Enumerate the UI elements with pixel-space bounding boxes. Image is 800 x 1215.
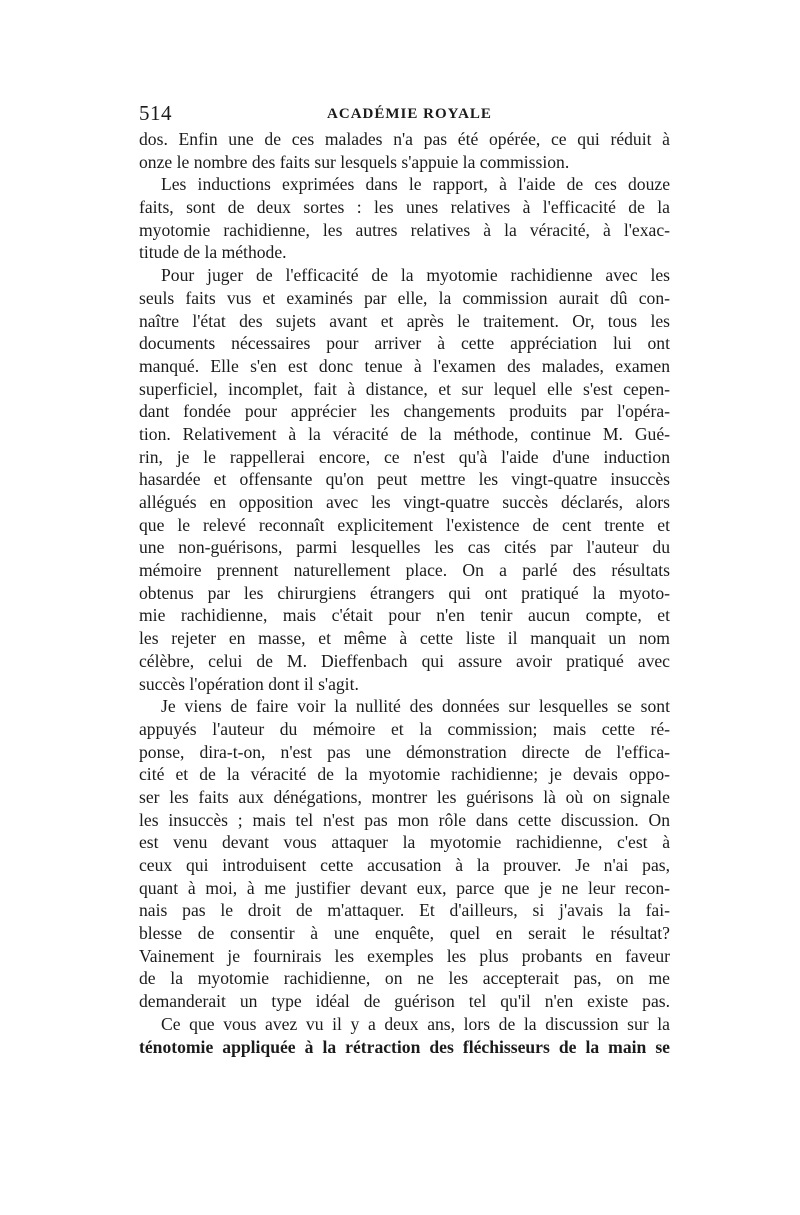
- text-line: onze le nombre des faits sur lesquels s'appuie la commission.: [139, 151, 570, 172]
- text-line: demanderait un type idéal de guérison tel qu'il n'en existe pas.: [139, 991, 670, 1012]
- text-line: superficiel, incomplet, fait à distance, et sur lequel elle s'est cepen-: [139, 378, 670, 399]
- text-line: ceux qui introduisent cette accusation à la prouver. Je n'ai pas,: [139, 855, 670, 875]
- text-line: Vainement je fournirais les exemples les plus probants en faveur: [139, 945, 670, 966]
- text-line: célèbre, celui de M. Dieffenbach qui assure avoir pratiqué avec: [139, 650, 670, 671]
- text-line: allégués en opposition avec les vingt-quatre succès déclarés, alors: [139, 492, 670, 512]
- page-header: [139, 100, 670, 126]
- text-line: myotomie rachidienne, les autres relatives à la véracité, à l'exac-: [139, 219, 670, 240]
- running-head: ACADÉMIE ROYALE: [327, 106, 492, 122]
- text-line: les insuccès ; mais tel n'est pas mon rôle dans cette discussion. On: [139, 809, 670, 830]
- text-line: faits, sont de deux sortes : les unes relatives à l'efficacité de la: [139, 197, 670, 218]
- text-line: titude de la méthode.: [139, 242, 287, 263]
- text-line: documents nécessaires pour arriver à cette appréciation lui ont: [139, 333, 670, 354]
- text-line: une non-guérisons, parmi lesquelles les cas cités par l'auteur du: [139, 537, 670, 558]
- text-line: les rejeter en masse, et même à cette liste il manquait un nom: [139, 628, 670, 649]
- text-line: rin, je le rappellerai encore, ce n'est qu'à l'aide d'une induction: [139, 446, 670, 467]
- text-line: dos. Enfin une de ces malades n'a pas été opérée, ce qui réduit à: [139, 129, 670, 149]
- page-number: 514: [139, 101, 172, 125]
- text-line: que le relevé reconnaît explicitement l'existence de cent trente et: [139, 514, 670, 535]
- body-text: [139, 128, 670, 1058]
- text-line: dant fondée pour apprécier les changements produits par l'opéra-: [139, 401, 670, 422]
- text-line: appuyés l'auteur du mémoire et la commission; mais cette ré-: [139, 718, 670, 739]
- text-line: manqué. Elle s'en est donc tenue à l'examen des malades, examen: [139, 355, 670, 376]
- text-line: hasardée et offensante qu'on peut mettre les vingt-quatre insuccès: [139, 469, 670, 490]
- text-line: ser les faits aux dénégations, montrer les guérisons là où on signale: [139, 786, 670, 807]
- text-line: mémoire prennent naturellement place. On a parlé des résultats: [139, 560, 670, 581]
- text-line: quant à moi, à me justifier devant eux, parce que je ne leur recon-: [139, 877, 670, 898]
- text-line: succès l'opération dont il s'agit.: [139, 673, 359, 694]
- text-line: Pour juger de l'efficacité de la myotomie rachidienne avec les: [161, 265, 670, 286]
- text-line: de la myotomie rachidienne, on ne les accepterait pas, on me: [139, 968, 670, 989]
- text-line: Les inductions exprimées dans le rapport, à l'aide de ces douze: [161, 174, 670, 195]
- text-line: tion. Relativement à la véracité de la méthode, continue M. Gué-: [139, 423, 670, 444]
- text-line: obtenus par les chirurgiens étrangers qui ont pratiqué la myoto-: [139, 582, 670, 603]
- text-line: cité et de la véracité de la myotomie rachidienne; je devais oppo-: [139, 764, 670, 785]
- text-line: nais pas le droit de m'attaquer. Et d'ailleurs, si j'avais la fai-: [139, 900, 670, 921]
- text-line: ténotomie appliquée à la rétraction des fléchisseurs de la main se: [139, 1036, 670, 1057]
- text-line: ponse, dira-t-on, n'est pas une démonstration directe de l'effica-: [139, 741, 670, 762]
- text-line: mie rachidienne, mais c'était pour n'en tenir aucun compte, et: [139, 605, 670, 626]
- text-line: seuls faits vus et examinés par elle, la commission aurait dû con-: [139, 287, 670, 308]
- text-line: Je viens de faire voir la nullité des données sur lesquelles se sont: [161, 696, 670, 717]
- text-line: blesse de consentir à une enquête, quel en serait le résultat?: [139, 923, 670, 944]
- text-line: naître l'état des sujets avant et après le traitement. Or, tous les: [139, 310, 670, 331]
- text-line: Ce que vous avez vu il y a deux ans, lors de la discussion sur la: [161, 1013, 670, 1034]
- text-line: est venu devant vous attaquer la myotomie rachidienne, c'est à: [139, 832, 670, 853]
